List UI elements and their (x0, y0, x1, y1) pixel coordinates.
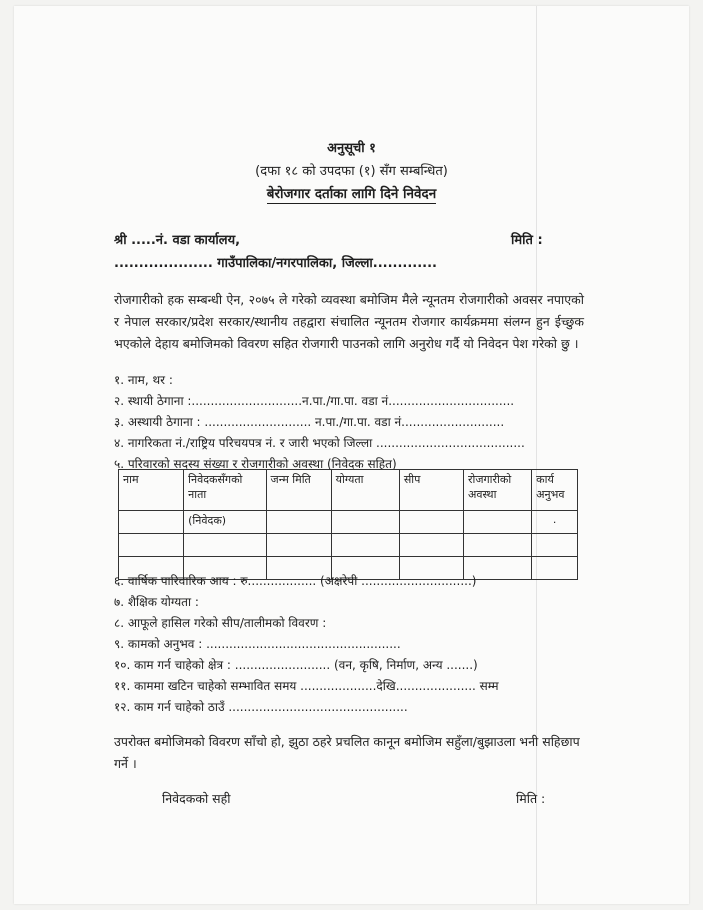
field-family-members: ५. परिवारको सदस्य संख्या र रोजगारीको अवस्था (निवेदक सहित) (114, 457, 397, 471)
table-cell (463, 534, 531, 557)
col-header: योग्यता (331, 470, 399, 511)
col-header: रोजगारीको अवस्था (463, 470, 531, 511)
table-cell: . (532, 511, 578, 534)
table-cell (532, 557, 578, 580)
field-experience: ९. कामको अनुभव : ................................................... (114, 637, 401, 651)
table-cell (399, 534, 463, 557)
schedule-heading: अनुसूची १ (327, 141, 376, 156)
col-header: कार्य अनुभव (532, 470, 578, 511)
table-cell (119, 511, 184, 534)
col-header: सीप (399, 470, 463, 511)
field-name: १. नाम, थर : (114, 373, 173, 387)
table-cell (184, 534, 266, 557)
field-education: ७. शैक्षिक योग्यता : (114, 595, 199, 609)
table-cell (463, 511, 531, 534)
table-cell (119, 534, 184, 557)
table-header-row (119, 470, 578, 511)
recipient-line-2: .................... गाउँपालिका/नगरपालिका, जिल्ला............. (114, 256, 437, 271)
application-paragraph: रोजगारीको हक सम्बन्धी ऐन, २०७५ ले गरेको व्यवस्था बमोजिम मैले न्यूनतम रोजगारीको अवसर नपाएको र नेपाल सरकार/प्रदेश सरकार/स्थानीय तहद्वारा संचालित न्यूनतम रोजगार कार्यक्रममा संलग्न हुन ईच्छुक भएकोले देहाय बमोजिमको विवरण सहित रोजगारी पाउनको लागि अनुरोध गर्दै यो निवेदन पेश गरेको छु । (114, 292, 584, 351)
field-work-period: ११. काममा खटिन चाहेको सम्भावित समय ....................देखि..................... सम्म (114, 679, 499, 693)
field-permanent-address: २. स्थायी ठेगाना :.............................न.पा./गा.पा. वडा नं................................. (114, 394, 515, 408)
field-annual-income: ६. वार्षिक पारिवारिक आय : रु.................. (अक्षरेपी .............................) (114, 574, 477, 588)
date-label-bottom: मिति : (516, 791, 546, 806)
table-cell (399, 511, 463, 534)
field-work-place: १२. काम गर्न चाहेको ठाउँ ............................................... (114, 700, 408, 714)
table-row (119, 511, 578, 534)
signature-label: निवेदकको सही (162, 791, 231, 806)
col-header: निवेदकसँगको नाता (184, 470, 266, 511)
table-cell (532, 534, 578, 557)
table-cell (266, 534, 331, 557)
table-cell (266, 511, 331, 534)
fields-list-2 (114, 571, 499, 718)
col-header: जन्म मिति (266, 470, 331, 511)
table-row (119, 534, 578, 557)
family-table (118, 469, 578, 580)
field-citizenship: ४. नागरिकता नं./राष्ट्रिय परिचयपत्र नं. र जारी भएको जिल्ला ....................................... (114, 436, 525, 450)
document-title (14, 184, 689, 202)
declaration-text: उपरोक्त बमोजिमको विवरण साँचो हो, झुठा ठहरे प्रचलित कानून बमोजिम सहुँला/बुझाउला भनी सहिछाप गर्ने । (114, 734, 580, 771)
recipient-line-1: श्री .....नं. वडा कार्यालय, (114, 233, 241, 248)
table-cell (331, 511, 399, 534)
fields-list-1 (114, 370, 525, 475)
reference-heading: (दफा १८ को उपदफा (१) सँग सम्बन्धित) (255, 164, 448, 179)
table-cell (331, 534, 399, 557)
col-header: नाम (119, 470, 184, 511)
document-title-text: बेरोजगार दर्ताका लागि दिने निवेदन (266, 186, 437, 202)
document-page (14, 6, 689, 904)
table-cell: (निवेदक) (184, 511, 266, 534)
field-work-sector: १०. काम गर्न चाहेको क्षेत्र : ......................... (वन, कृषि, निर्माण, अन्य .......) (114, 658, 478, 672)
field-skills: ८. आफूले हासिल गरेको सीप/तालीमको विवरण : (114, 616, 327, 630)
field-temporary-address: ३. अस्थायी ठेगाना : ............................ न.पा./गा.पा. वडा नं........................... (114, 415, 505, 429)
date-label-top: मिति : (511, 233, 543, 248)
